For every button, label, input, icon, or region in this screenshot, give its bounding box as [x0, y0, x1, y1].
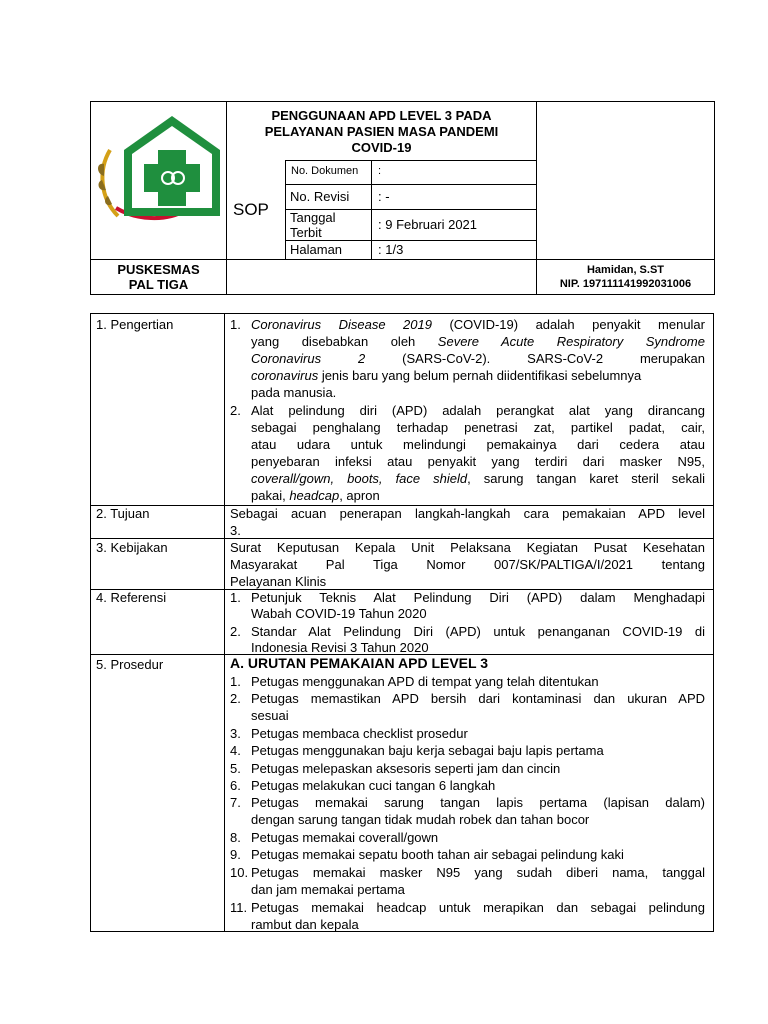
kebijakan-line3: Pelayanan Klinis: [230, 574, 327, 589]
step-9-line1: Petugas memakai sepatu booth tahan air sebagai pelindung kaki: [251, 847, 624, 862]
organization-name: [91, 262, 226, 292]
signer-nip: NIP. 197111141992031006: [559, 278, 692, 290]
sop-label: SOP: [233, 200, 269, 219]
step-11-line1: Petugas memakai headcap untuk merapikan dan sebagai pelindung: [251, 900, 705, 915]
tujuan-line2: 3.: [230, 523, 241, 538]
field-value-no-revisi: : -: [378, 189, 390, 204]
field-label-halaman: Halaman: [290, 242, 343, 257]
kebijakan-line2: Masyarakat Pal Tiga Nomor 007/SK/PALTIGA/I/2021 tentang: [230, 557, 705, 572]
step-11-number: 11.: [230, 900, 248, 915]
step-6-number: 6.: [230, 778, 241, 793]
section-label-referensi: 4. Referensi: [96, 590, 167, 605]
pengertian-item1-line3: Coronavirus 2 (SARS-CoV-2). SARS-CoV-2 merupakan: [251, 351, 705, 366]
document-title: [227, 108, 536, 156]
step-2-number: 2.: [230, 691, 241, 706]
step-8-line1: Petugas memakai coverall/gown: [251, 830, 439, 845]
title-line-3: COVID-19: [351, 140, 412, 155]
step-10-line1: Petugas memakai masker N95 yang sudah diberi nama, tanggal: [251, 865, 705, 880]
pengertian-item2-line4: penyebaran infeksi atau penyakit yang terdiri dari masker N95,: [251, 454, 705, 469]
org-line-1: PUSKESMAS: [117, 262, 200, 277]
pengertian-item1-line2: yang disebabkan oleh Severe Acute Respiratory Syndrome: [251, 334, 705, 349]
step-3-line1: Petugas membaca checklist prosedur: [251, 726, 468, 741]
field-label-tanggal-terbit-2: Terbit: [290, 225, 322, 240]
step-5-number: 5.: [230, 761, 241, 776]
step-4-line1: Petugas menggunakan baju kerja sebagai baju lapis pertama: [251, 743, 604, 758]
step-1-number: 1.: [230, 674, 241, 689]
field-label-no-revisi: No. Revisi: [290, 189, 350, 204]
step-5-line1: Petugas melepaskan aksesoris seperti jam dan cincin: [251, 761, 561, 776]
section-label-tujuan: 2. Tujuan: [96, 506, 150, 521]
referensi-item1-number: 1.: [230, 590, 241, 605]
pengertian-item1-line4: coronavirus jenis baru yang belum pernah diidentifikasi sebelumnya: [251, 368, 642, 383]
field-label-no-dokumen: No. Dokumen: [291, 165, 359, 177]
step-3-number: 3.: [230, 726, 241, 741]
section-label-pengertian: 1. Pengertian: [96, 317, 174, 332]
puskesmas-logo-icon: [96, 112, 226, 224]
field-value-halaman: : 1/3: [378, 242, 404, 257]
step-1-line1: Petugas menggunakan APD di tempat yang telah ditentukan: [251, 674, 599, 689]
pengertian-item1-line1: Coronavirus Disease 2019 (COVID-19) adalah penyakit menular: [251, 317, 705, 332]
section-label-prosedur: 5. Prosedur: [96, 657, 164, 672]
step-2-line2: sesuai: [251, 708, 289, 723]
step-7-line2: dengan sarung tangan tidak mudah robek dan tahan bocor: [251, 812, 590, 827]
puskesmas-logo: [96, 112, 226, 224]
pengertian-item1-number: 1.: [230, 317, 241, 332]
step-9-number: 9.: [230, 847, 241, 862]
pengertian-item2-number: 2.: [230, 403, 241, 418]
step-6-line1: Petugas melakukan cuci tangan 6 langkah: [251, 778, 496, 793]
org-line-2: PAL TIGA: [128, 277, 189, 292]
title-line-2: PELAYANAN PASIEN MASA PANDEMI: [264, 124, 499, 139]
referensi-item1-line1: Petunjuk Teknis Alat Pelindung Diri (APD) dalam Menghadapi: [251, 590, 705, 605]
pengertian-item2-line2: sebagai penghalang terhadap penetrasi zat, partikel padat, cair,: [251, 420, 705, 435]
step-2-line1: Petugas memastikan APD bersih dari kontaminasi dan ukuran APD: [251, 691, 705, 706]
pengertian-item2-line1: Alat pelindung diri (APD) adalah perangkat alat yang dirancang: [251, 403, 705, 418]
prosedur-heading: A. URUTAN PEMAKAIAN APD LEVEL 3: [230, 655, 488, 671]
field-value-no-dokumen: :: [378, 165, 382, 177]
title-line-1: PENGGUNAAN APD LEVEL 3 PADA: [271, 108, 492, 123]
step-7-line1: Petugas memakai sarung tangan lapis pertama (lapisan dalam): [251, 795, 705, 810]
pengertian-item2-line5: coverall/gown, boots, face shield, sarung tangan karet steril sekali: [251, 471, 705, 486]
section-label-kebijakan: 3. Kebijakan: [96, 540, 168, 555]
kebijakan-line1: Surat Keputusan Kepala Unit Pelaksana Kegiatan Pusat Kesehatan: [230, 540, 705, 555]
step-7-number: 7.: [230, 795, 241, 810]
step-8-number: 8.: [230, 830, 241, 845]
step-10-line2: dan jam memakai pertama: [251, 882, 405, 897]
referensi-item2-line2: Indonesia Revisi 3 Tahun 2020: [251, 640, 429, 655]
signer-name: Hamidan, S.ST: [586, 264, 665, 276]
step-4-number: 4.: [230, 743, 241, 758]
step-10-number: 10.: [230, 865, 249, 880]
referensi-item2-line1: Standar Alat Pelindung Diri (APD) untuk penanganan COVID-19 di: [251, 624, 705, 639]
pengertian-item2-line3: atau udara untuk melindungi pemakainya dari cedera atau: [251, 437, 705, 452]
field-value-tanggal-terbit: : 9 Februari 2021: [378, 217, 478, 232]
pengertian-item2-line6: pakai, headcap, apron: [251, 488, 380, 503]
pengertian-item1-line5: pada manusia.: [251, 385, 337, 400]
referensi-item2-number: 2.: [230, 624, 241, 639]
step-11-line2: rambut dan kepala: [251, 917, 359, 932]
referensi-item1-line2: Wabah COVID-19 Tahun 2020: [251, 606, 427, 621]
signer-block: [537, 263, 714, 291]
field-label-tanggal-terbit-1: Tanggal: [290, 210, 336, 225]
tujuan-line1: Sebagai acuan penerapan langkah-langkah cara pemakaian APD level: [230, 506, 705, 521]
